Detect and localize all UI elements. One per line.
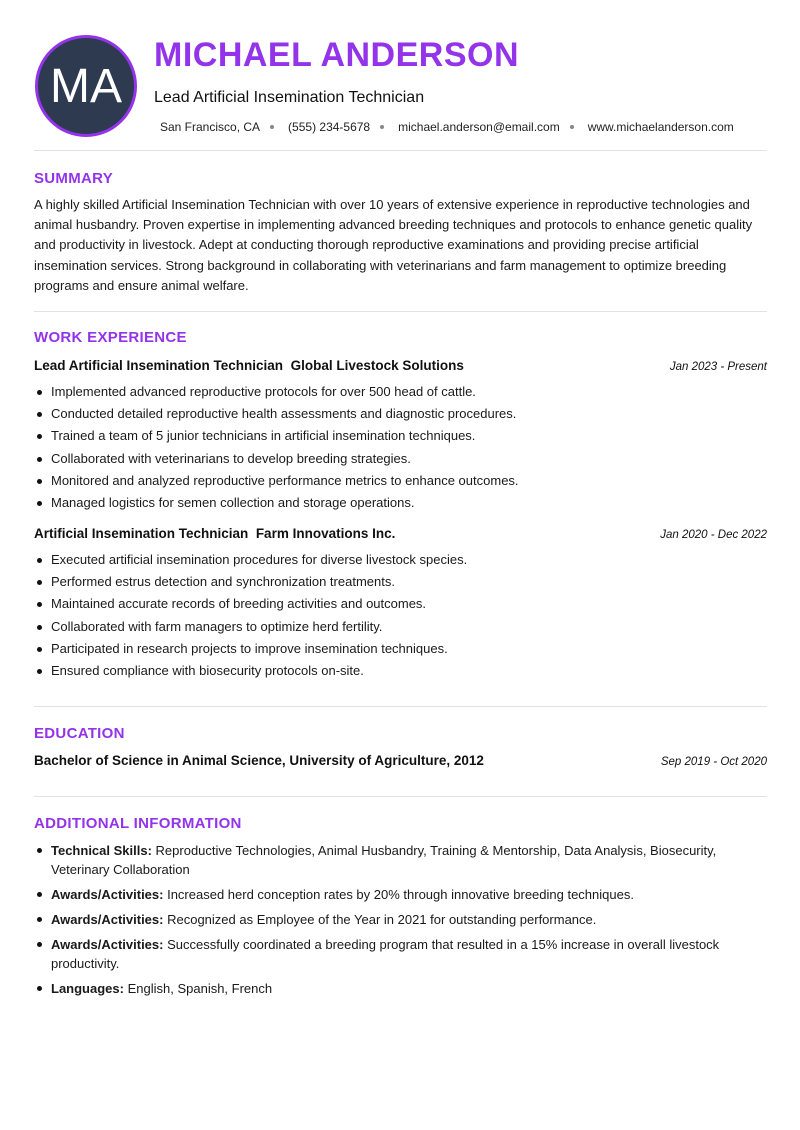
list-item: Maintained accurate records of breeding activities and outcomes. [34,593,767,615]
job-title [34,526,395,541]
additional-heading: ADDITIONAL INFORMATION [34,815,242,832]
item-text: Increased herd conception rates by 20% through innovative breeding techniques. [167,887,634,902]
additional-list [34,841,767,1004]
education-heading: EDUCATION [34,725,125,742]
list-item [34,979,767,998]
list-item [34,910,767,929]
item-label: Awards/Activities: [51,912,164,927]
job-role: Artificial Insemination Technician [34,526,249,541]
list-item: Collaborated with farm managers to optimize herd fertility. [34,616,767,638]
list-item: Ensured compliance with biosecurity protocols on-site. [34,660,767,682]
contact-website[interactable]: www.michaelanderson.com [587,120,734,134]
experience-heading: WORK EXPERIENCE [34,329,187,346]
list-item: Participated in research projects to improve insemination techniques. [34,638,767,660]
job-header [34,526,767,541]
list-item: Implemented advanced reproductive protocols for over 500 head of cattle. [34,381,767,403]
job-title [34,358,464,373]
avatar [35,35,137,137]
contact-phone: (555) 234-5678 [288,120,371,134]
job-header [34,358,767,373]
summary-text: A highly skilled Artificial Insemination Technician with over 10 years of extensive experience in reproductive technologies and animal husbandry. Proven expertise in implementing advanced breeding techniques and protocols to enhance genetic quality and productivity in livestock. Adept at conducting thorough reproductive examinations and providing precise artificial insemination services. Strong background in collaborating with veterinarians and farm management to optimize breeding programs and ensure animal welfare. [34,197,753,293]
list-item [34,935,767,973]
list-item: Collaborated with veterinarians to develop breeding strategies. [34,448,767,470]
list-item [34,841,767,879]
list-item [34,885,767,904]
item-label: Technical Skills: [51,843,152,858]
contact-email[interactable]: michael.anderson@email.com [398,120,560,134]
list-item: Executed artificial insemination procedures for diverse livestock species. [34,549,767,571]
job-bullets [34,549,767,682]
job-dates: Jan 2023 - Present [669,361,767,373]
degree: Bachelor of Science in Animal Science, University of Agriculture, 2012 [34,753,484,768]
job-role: Lead Artificial Insemination Technician [34,358,284,373]
list-item: Managed logistics for semen collection and storage operations. [34,492,767,514]
item-label: Awards/Activities: [51,887,164,902]
contact-bar [160,120,734,134]
list-item: Monitored and analyzed reproductive performance metrics to enhance outcomes. [34,470,767,492]
avatar-initials: MA [50,59,122,113]
item-label: Awards/Activities: [51,937,164,952]
divider [34,311,767,312]
list-item: Trained a team of 5 junior technicians in artificial insemination techniques. [34,425,767,447]
job-company: Farm Innovations Inc. [255,526,396,541]
contact-location: San Francisco, CA [160,120,261,134]
item-text: Successfully coordinated a breeding program that resulted in a 15% increase in overall livestock productivity. [51,937,720,971]
job-dates: Jan 2020 - Dec 2022 [660,529,767,541]
job-company: Global Livestock Solutions [290,358,464,373]
list-item: Conducted detailed reproductive health assessments and diagnostic procedures. [34,403,767,425]
education-entry [34,753,767,768]
separator-dot-icon [570,125,574,129]
list-item: Performed estrus detection and synchronization treatments. [34,571,767,593]
divider [34,706,767,707]
summary-heading: SUMMARY [34,170,114,187]
job-bullets [34,381,767,514]
separator-dot-icon [380,125,384,129]
candidate-title: Lead Artificial Insemination Technician [154,89,425,106]
education-dates: Sep 2019 - Oct 2020 [660,756,767,768]
candidate-name: MICHAEL ANDERSON [154,36,520,74]
item-text: Reproductive Technologies, Animal Husbandry, Training & Mentorship, Data Analysis, Biosecurity, Veterinary Collaboration [51,843,717,877]
divider [34,150,767,151]
divider [34,796,767,797]
item-text: Recognized as Employee of the Year in 2021 for outstanding performance. [167,912,597,927]
separator-dot-icon [270,125,274,129]
item-label: Languages: [51,981,124,996]
item-text: English, Spanish, French [127,981,273,996]
